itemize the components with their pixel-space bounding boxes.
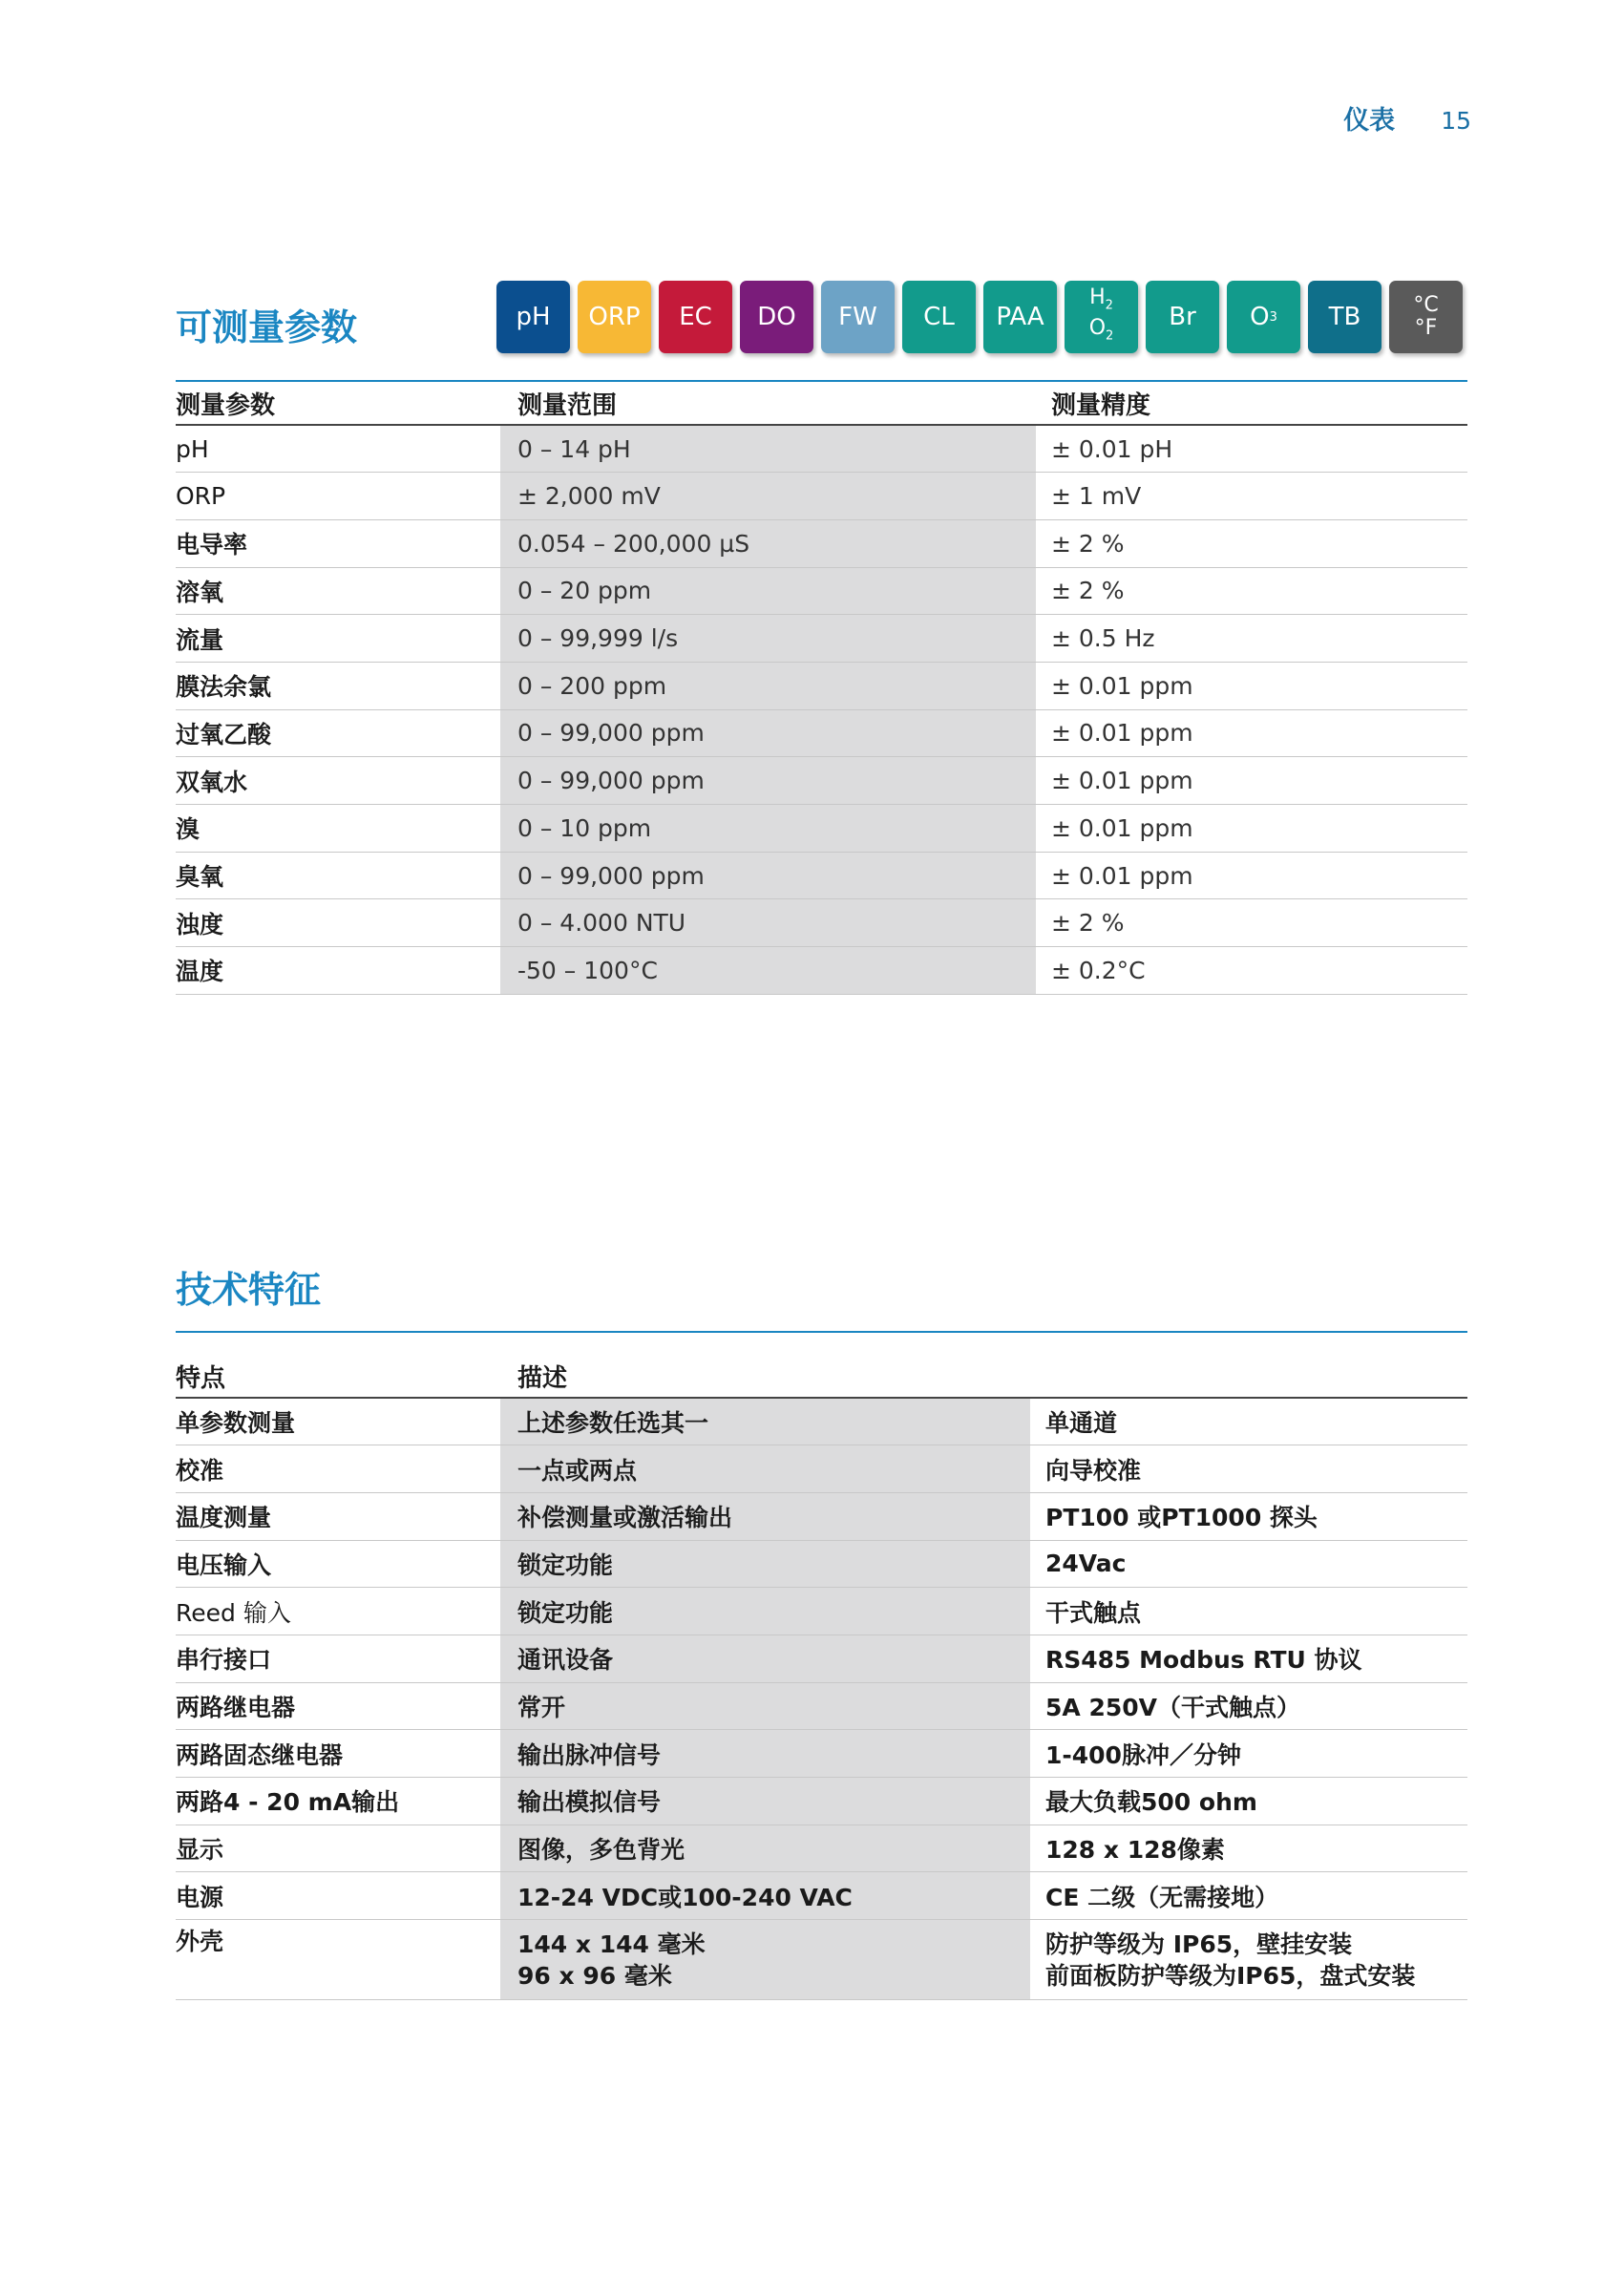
parameter-cell: 膜法余氯 <box>176 662 500 709</box>
detail-cell: 128 x 128像素 <box>1030 1825 1467 1872</box>
range-cell: 0.054 – 200,000 µS <box>500 519 1036 567</box>
table-row <box>176 899 1467 947</box>
parameter-cell: 臭氧 <box>176 852 500 899</box>
accuracy-cell: ± 2 % <box>1036 519 1467 567</box>
tile-label: O <box>1250 303 1270 331</box>
measurable-rule <box>176 380 1467 382</box>
tile-label-bottom: O <box>1088 316 1107 340</box>
tile-subscript: 2 <box>1106 328 1114 344</box>
o3-tile <box>1227 281 1300 353</box>
description-cell: 通讯设备 <box>500 1635 1030 1682</box>
tile-label: pH <box>516 303 551 331</box>
cell-line: 96 x 96 毫米 <box>517 1961 672 1990</box>
tile-label: CL <box>923 303 955 331</box>
range-cell: 0 – 10 ppm <box>500 805 1036 853</box>
tile-subscript: 3 <box>1269 309 1277 325</box>
description-cell: 输出脉冲信号 <box>500 1730 1030 1778</box>
description-cell: 输出模拟信号 <box>500 1778 1030 1825</box>
table-row <box>176 852 1467 899</box>
table-row <box>176 662 1467 709</box>
parameter-cell: 温度 <box>176 947 500 995</box>
cl-tile <box>902 281 976 353</box>
detail-cell: 24Vac <box>1030 1540 1467 1588</box>
feature-cell: 单参数测量 <box>176 1398 500 1445</box>
accuracy-cell: ± 0.01 pH <box>1036 425 1467 473</box>
table-row <box>176 1920 1467 2000</box>
parameter-cell: ORP <box>176 473 500 520</box>
tile-label: Br <box>1169 303 1196 331</box>
column-header: 描述 <box>500 1356 1030 1398</box>
detail-cell: 最大负载500 ohm <box>1030 1778 1467 1825</box>
table-row <box>176 1492 1467 1540</box>
table-row <box>176 1872 1467 1920</box>
table-row <box>176 1730 1467 1778</box>
table-row <box>176 1588 1467 1635</box>
range-cell: 0 – 20 ppm <box>500 567 1036 615</box>
br-tile <box>1146 281 1219 353</box>
detail-cell: RS485 Modbus RTU 协议 <box>1030 1635 1467 1682</box>
features-title: 技术特征 <box>176 1269 322 1311</box>
detail-cell: PT100 或PT1000 探头 <box>1030 1492 1467 1540</box>
tile-label: TB <box>1328 303 1361 331</box>
orp-tile <box>578 281 651 353</box>
parameter-tiles <box>496 281 1463 353</box>
accuracy-cell: ± 0.01 ppm <box>1036 805 1467 853</box>
parameter-cell: 溴 <box>176 805 500 853</box>
accuracy-cell: ± 2 % <box>1036 899 1467 947</box>
table-row <box>176 615 1467 663</box>
table-row <box>176 1825 1467 1872</box>
description-cell: 常开 <box>500 1682 1030 1730</box>
range-cell: 0 – 99,000 ppm <box>500 757 1036 805</box>
parameter-cell: 流量 <box>176 615 500 663</box>
detail-cell: 干式触点 <box>1030 1588 1467 1635</box>
description-cell: 12-24 VDC或100-240 VAC <box>500 1872 1030 1920</box>
table-row <box>176 1682 1467 1730</box>
tile-label: ORP <box>588 303 641 331</box>
paa-tile <box>983 281 1057 353</box>
table-row <box>176 947 1467 995</box>
feature-cell: 两路固态继电器 <box>176 1730 500 1778</box>
feature-cell: 电压输入 <box>176 1540 500 1588</box>
measurable-title: 可测量参数 <box>176 306 358 348</box>
column-header <box>1030 1356 1467 1398</box>
detail-cell: 向导校准 <box>1030 1445 1467 1493</box>
feature-cell: 外壳 <box>176 1920 500 2000</box>
cell-line: 前面板防护等级为IP65，盘式安装 <box>1045 1961 1416 1990</box>
feature-cell: 电源 <box>176 1872 500 1920</box>
parameter-cell: 过氧乙酸 <box>176 709 500 757</box>
column-header: 特点 <box>176 1356 500 1398</box>
table-row <box>176 1635 1467 1682</box>
table-row <box>176 1445 1467 1493</box>
range-cell: 0 – 200 ppm <box>500 662 1036 709</box>
tile-label: PAA <box>996 303 1044 331</box>
range-cell: 0 – 99,000 ppm <box>500 852 1036 899</box>
detail-cell: 5A 250V（干式触点） <box>1030 1682 1467 1730</box>
ph-tile <box>496 281 570 353</box>
ec-tile <box>659 281 732 353</box>
description-cell: 图像，多色背光 <box>500 1825 1030 1872</box>
parameter-cell: 双氧水 <box>176 757 500 805</box>
table-row <box>176 473 1467 520</box>
page-header <box>1343 99 1471 137</box>
feature-cell: 显示 <box>176 1825 500 1872</box>
feature-cell: 温度测量 <box>176 1492 500 1540</box>
table-header-row <box>176 383 1467 425</box>
range-cell: ± 2,000 mV <box>500 473 1036 520</box>
tile-label: FW <box>838 303 877 331</box>
detail-cell <box>1030 1920 1467 2000</box>
accuracy-cell: ± 2 % <box>1036 567 1467 615</box>
tile-label-top: °C <box>1413 293 1439 317</box>
description-cell: 一点或两点 <box>500 1445 1030 1493</box>
description-cell: 上述参数任选其一 <box>500 1398 1030 1445</box>
accuracy-cell: ± 0.01 ppm <box>1036 662 1467 709</box>
accuracy-cell: ± 0.01 ppm <box>1036 852 1467 899</box>
table-row <box>176 1778 1467 1825</box>
description-cell: 锁定功能 <box>500 1588 1030 1635</box>
table-row <box>176 757 1467 805</box>
temp-tile <box>1389 281 1463 353</box>
cell-line: 144 x 144 毫米 <box>517 1930 706 1958</box>
features-table <box>176 1356 1467 2000</box>
parameter-cell: 溶氧 <box>176 567 500 615</box>
feature-cell: Reed 输入 <box>176 1588 500 1635</box>
range-cell: 0 – 99,999 l/s <box>500 615 1036 663</box>
detail-cell: 单通道 <box>1030 1398 1467 1445</box>
accuracy-cell: ± 0.01 ppm <box>1036 757 1467 805</box>
fw-tile <box>821 281 895 353</box>
table-row <box>176 1398 1467 1445</box>
tile-label: DO <box>757 303 796 331</box>
detail-cell: 1-400脉冲／分钟 <box>1030 1730 1467 1778</box>
range-cell: 0 – 4.000 NTU <box>500 899 1036 947</box>
h2o2-tile <box>1065 281 1138 353</box>
accuracy-cell: ± 1 mV <box>1036 473 1467 520</box>
range-cell: -50 – 100°C <box>500 947 1036 995</box>
feature-cell: 串行接口 <box>176 1635 500 1682</box>
measurable-table <box>176 383 1467 995</box>
cell-line: 防护等级为 IP65，壁挂安装 <box>1045 1930 1353 1958</box>
tb-tile <box>1308 281 1381 353</box>
section-label: 仪表 <box>1343 106 1396 136</box>
table-row <box>176 567 1467 615</box>
tile-label-top: H <box>1089 285 1106 309</box>
accuracy-cell: ± 0.2°C <box>1036 947 1467 995</box>
table-row <box>176 805 1467 853</box>
tile-label-bottom: °F <box>1414 316 1438 340</box>
tile-subscript: 2 <box>1105 298 1113 312</box>
parameter-cell: 浊度 <box>176 899 500 947</box>
table-header-row <box>176 1356 1467 1398</box>
table-row <box>176 519 1467 567</box>
accuracy-cell: ± 0.01 ppm <box>1036 709 1467 757</box>
features-rule <box>176 1331 1467 1333</box>
accuracy-cell: ± 0.5 Hz <box>1036 615 1467 663</box>
do-tile <box>740 281 813 353</box>
feature-cell: 校准 <box>176 1445 500 1493</box>
page-number: 15 <box>1441 107 1471 135</box>
table-row <box>176 709 1467 757</box>
description-cell <box>500 1920 1030 2000</box>
parameter-cell: 电导率 <box>176 519 500 567</box>
description-cell: 补偿测量或激活输出 <box>500 1492 1030 1540</box>
column-header: 测量参数 <box>176 383 500 425</box>
tile-label: EC <box>679 303 712 331</box>
range-cell: 0 – 99,000 ppm <box>500 709 1036 757</box>
feature-cell: 两路继电器 <box>176 1682 500 1730</box>
table-row <box>176 1540 1467 1588</box>
feature-cell: 两路4 - 20 mA输出 <box>176 1778 500 1825</box>
table-row <box>176 425 1467 473</box>
column-header: 测量范围 <box>500 383 1036 425</box>
range-cell: 0 – 14 pH <box>500 425 1036 473</box>
parameter-cell: pH <box>176 425 500 473</box>
description-cell: 锁定功能 <box>500 1540 1030 1588</box>
detail-cell: CE 二级（无需接地） <box>1030 1872 1467 1920</box>
column-header: 测量精度 <box>1036 383 1467 425</box>
